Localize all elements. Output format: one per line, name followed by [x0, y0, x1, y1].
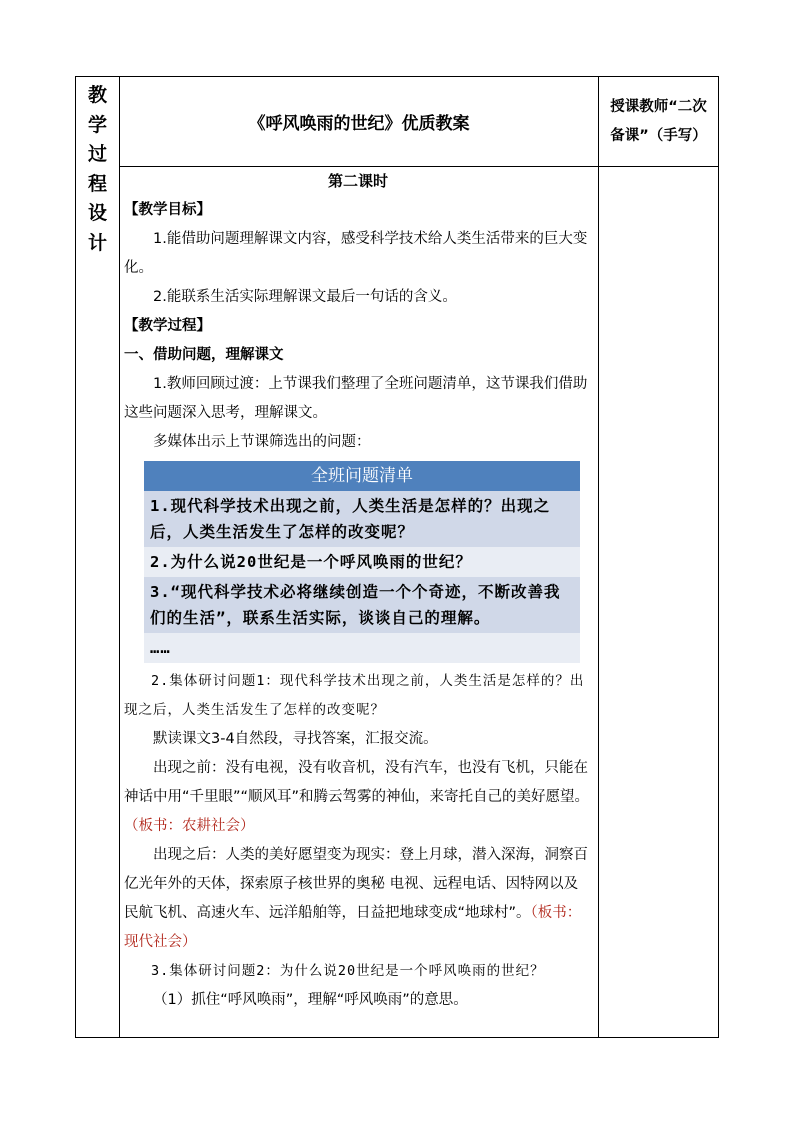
goal-item: 2.能联系生活实际理解课文最后一句话的含义。: [153, 289, 457, 305]
question-item: 2.为什么说20世纪是一个呼风唤雨的世纪？: [144, 547, 580, 577]
side-label-char: 设: [87, 202, 107, 224]
side-label-char: 程: [87, 172, 107, 195]
teacher-notes-cell: [599, 167, 719, 1038]
teacher-notes-header: 授课教师“二次备课”（手写）: [599, 77, 719, 167]
paragraph-text: 出现之前：没有电视，没有收音机，没有汽车，也没有飞机，只能在神话中用“千里眼”“顺风耳”和腾云驾雾的神仙，来寄托自己的美好愿望。: [124, 760, 590, 805]
goal-item: 1.能借助问题理解课文内容，感受科学技术给人类生活带来的巨大变化。: [124, 231, 588, 276]
goals-heading: 【教学目标】: [124, 202, 211, 218]
question-item: 3.“现代科学技术必将继续创造一个个奇迹，不断改善我们的生活”，联系生活实际，谈谈自己的理解。: [144, 577, 580, 633]
question-list-box: [144, 461, 580, 663]
paragraph-text: 出现之后：人类的美好愿望变为现实：登上月球，潜入深海，洞察百亿光年外的天体，探索原子核世界的奥秘 电视、远程电话、因特网以及民航飞机、高速火车、远洋船舶等，日益把地球变成“地球村”。: [124, 847, 588, 921]
board-note: （板书：现代社会）: [124, 905, 582, 950]
paragraph: （1）抓住“呼风唤雨”，理解“呼风唤雨”的意思。: [153, 992, 468, 1008]
paragraph: 多媒体出示上节课筛选出的问题：: [153, 434, 371, 450]
lesson-plan-table: [75, 76, 719, 1038]
question-list-header: 全班问题清单: [144, 461, 580, 491]
paragraph: [124, 841, 592, 957]
lesson-content: [120, 167, 599, 1038]
paragraph: [124, 754, 592, 841]
paragraph: 2.集体研讨问题1：现代科学技术出现之前，人类生活是怎样的？出现之后，人类生活发生了怎样的改变呢？: [124, 673, 585, 718]
side-label-char: 教: [87, 84, 107, 106]
side-label-char: 计: [87, 231, 107, 254]
question-item: 1.现代科学技术出现之前，人类生活是怎样的？出现之后，人类生活发生了怎样的改变呢？: [144, 491, 580, 547]
side-label-cell: [76, 77, 120, 1038]
section-heading: 一、借助问题，理解课文: [124, 347, 284, 363]
board-note: （板书：农耕社会）: [124, 818, 255, 834]
side-label-char: 学: [87, 113, 107, 136]
lesson-heading: 第二课时: [327, 172, 388, 190]
paragraph: 默读课文3-4自然段，寻找答案，汇报交流。: [153, 731, 438, 747]
paragraph: 1.教师回顾过渡：上节课我们整理了全班问题清单，这节课我们借助这些问题深入思考，理解课文。: [124, 376, 588, 421]
question-item: ……: [144, 633, 580, 663]
document-title: 《呼风唤雨的世纪》优质教案: [120, 77, 599, 167]
side-label-char: 过: [87, 143, 107, 165]
process-heading: 【教学过程】: [124, 318, 211, 334]
paragraph: 3.集体研讨问题2：为什么说20世纪是一个呼风唤雨的世纪？: [151, 963, 545, 979]
